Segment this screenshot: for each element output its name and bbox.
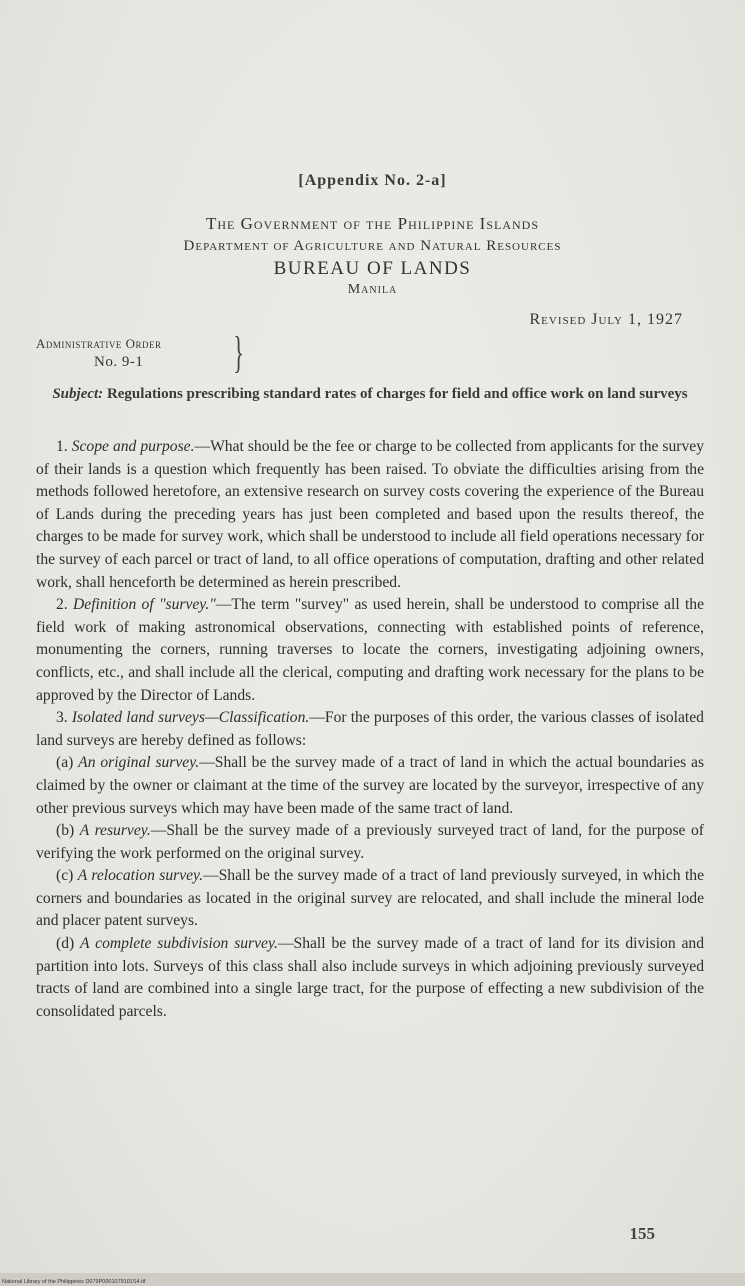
paragraph-title: A resurvey. (79, 822, 151, 840)
paragraph (36, 594, 704, 707)
revised-date: Revised July 1, 1927 (529, 311, 683, 328)
paragraph-title: A relocation survey. (77, 867, 203, 885)
paragraph-number: 1. (56, 438, 68, 455)
paragraph-title: A complete subdivision survey. (80, 935, 278, 953)
header-city: Manila (347, 282, 398, 297)
header-government: The Government of the Philippine Islands (205, 214, 540, 233)
paragraph-title: Isolated land surveys—Classification. (71, 709, 310, 727)
brace-mark: } (233, 328, 244, 377)
scan-footer (0, 1273, 745, 1286)
paragraph (36, 820, 704, 865)
paragraph-number: 2. (56, 596, 68, 614)
paragraph-text: —Shall be the survey made of a tract of land in which the actual boundaries as claimed by the owner or claimant at the time of the survey are located by the surveyor, irrespective of any other previous surveys which may have been made of the same tract of land. (36, 754, 705, 817)
paragraph-text: —For the purposes of this order, the various classes of isolated land surveys are hereby defined as follows: (36, 709, 704, 749)
paragraph-text: —Shall be the survey made of a tract of land previously surveyed, in which the corners and boundaries as located in the original survey are relocated, and shall include the mineral lode and placer patent surveys. (36, 867, 704, 930)
paragraph (36, 707, 704, 752)
paragraph (36, 933, 704, 1023)
paragraph (36, 865, 704, 933)
page-number: 155 (629, 1224, 655, 1243)
body-text (36, 436, 704, 1023)
footer-text: National Library of the Philippines D079P0001079101S4.tif (2, 1279, 146, 1285)
admin-order-block (36, 335, 162, 371)
paragraph-number: (b) (56, 822, 75, 840)
subject-line (36, 384, 704, 404)
paragraph-title: An original survey. (78, 754, 200, 772)
subject-text: Regulations prescribing standard rates of charges for field and office work on land surveys (106, 386, 688, 402)
paragraph-title: Scope and purpose. (71, 438, 195, 455)
subject-label: Subject: (52, 386, 104, 402)
paragraph-title: Definition of "survey." (73, 596, 216, 614)
appendix-mark: [Appendix No. 2-a] (298, 172, 447, 189)
header-department: Department of Agriculture and Natural Resources (183, 238, 562, 254)
paragraph-number: 3. (56, 709, 68, 727)
admin-order-number: No. 9-1 (94, 354, 144, 370)
paragraph-text: —What should be the fee or charge to be collected from applicants for the survey of their lands is a question which frequently has been raised. To obviate the difficulties arising from the methods followed heretofore, an extensive research on survey costs covering the experience of the Bureau of Lands during the preceding years has just been completed and based upon the results thereof, the charges to be made for survey work, which shall be understood to include all field operations necessary for the survey of each parcel or tract of land, to all office operations of computation, drafting and other related work, shall henceforth be determined as herein prescribed. (36, 438, 704, 591)
paragraph-text: —The term "survey" as used herein, shall be understood to comprise all the field work of making astronomical observations, connecting with established points of reference, monumenting the corners, running traverses to locate the corners, investigating adjoining owners, conflicts, etc., and shall include all the clerical, computing and drafting work necessary for the plans to be approved by the Director of Lands. (36, 596, 705, 704)
paragraph-text: —Shall be the survey made of a previously surveyed tract of land, for the purpose of verifying the work performed on the original survey. (36, 822, 704, 862)
paragraph-text: —Shall be the survey made of a tract of land for its division and partition into lots. Surveys of this class shall also include surveys in which adjoining previously surveyed tracts of land are combined into a single large tract, for the purpose of effecting a new subdivision of the consolidated parcels. (36, 935, 704, 1020)
paragraph (36, 436, 704, 594)
paragraph-number: (a) (56, 754, 74, 772)
paragraph-number: (d) (56, 935, 75, 953)
admin-order-label: Administrative Order (36, 336, 162, 351)
header-bureau: BUREAU OF LANDS (273, 258, 472, 279)
paragraph-number: (c) (56, 867, 74, 885)
paragraph (36, 752, 704, 820)
